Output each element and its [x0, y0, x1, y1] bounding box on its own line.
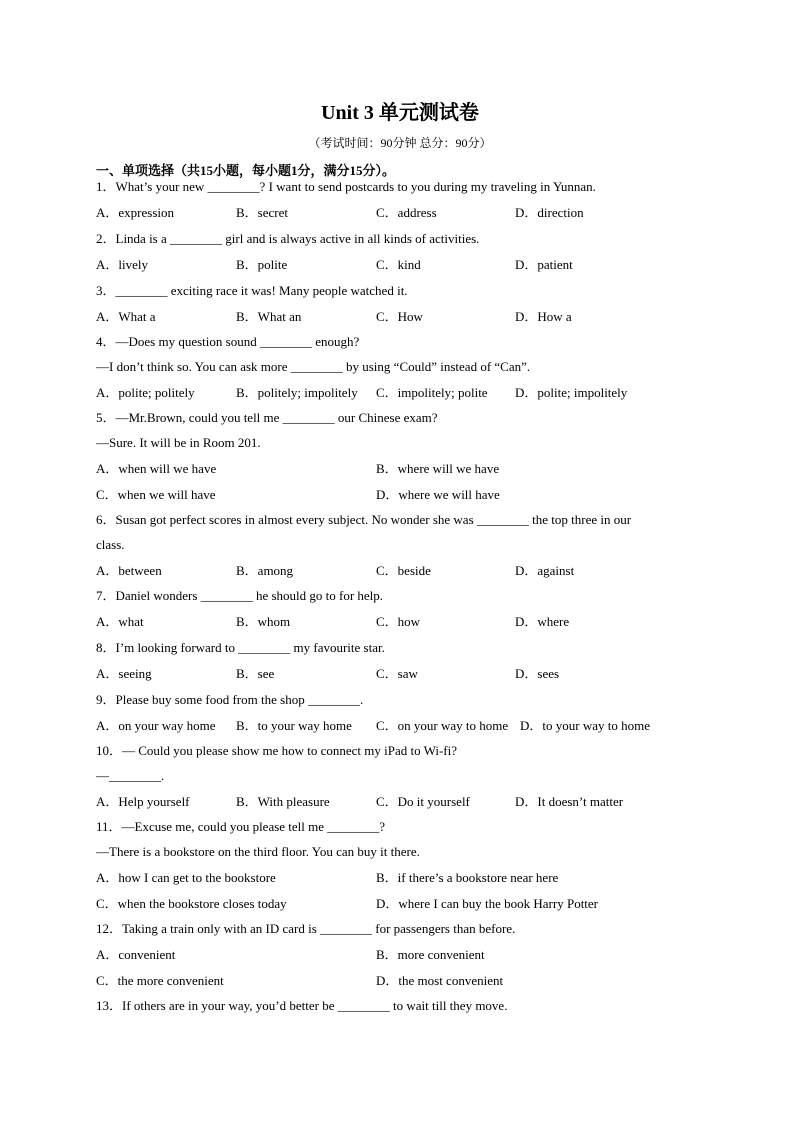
question-6-continued: class. [96, 537, 125, 552]
option-q11-d: D．where I can buy the book Harry Potter [376, 896, 599, 911]
option-q12-d: D．the most convenient [376, 973, 504, 988]
question-9: 9．Please buy some food from the shop ________. [96, 692, 364, 707]
section-heading: 一、单项选择（共15小题，每小题1分，满分15分）。 [96, 163, 396, 178]
option-q8-a: A．seeing [96, 666, 152, 681]
option-q8-b: B．see [236, 666, 275, 681]
question-10: 10．— Could you please show me how to connect my iPad to Wi-fi? [96, 743, 458, 758]
option-q9-b: B．to your way home [236, 718, 352, 733]
option-q10-a: A．Help yourself [96, 794, 190, 809]
option-q2-c: C．kind [376, 257, 421, 272]
option-q9-a: A．on your way home [96, 718, 216, 733]
question-1: 1．What’s your new ________? I want to send postcards to you during my traveling in Yunnan. [96, 179, 596, 194]
option-q11-b: B．if there’s a bookstore near here [376, 870, 559, 885]
option-q2-a: A．lively [96, 257, 148, 272]
option-q5-c: C．when we will have [96, 487, 216, 502]
question-3: 3．________ exciting race it was! Many people watched it. [96, 283, 408, 298]
option-q5-b: B．where will we have [376, 461, 500, 476]
question-4-response: —I don’t think so. You can ask more ________ by using “Could” instead of “Can”. [96, 359, 531, 374]
option-q11-c: C．when the bookstore closes today [96, 896, 287, 911]
option-q3-b: B．What an [236, 309, 302, 324]
option-q1-a: A．expression [96, 205, 174, 220]
option-q6-c: C．beside [376, 563, 431, 578]
question-11-response: —There is a bookstore on the third floor. You can buy it there. [96, 844, 420, 859]
option-q7-c: C．how [376, 614, 421, 629]
option-q12-b: B．more convenient [376, 947, 485, 962]
option-q8-d: D．sees [515, 666, 560, 681]
option-q10-c: C．Do it yourself [376, 794, 470, 809]
option-q4-a: A．polite; politely [96, 385, 195, 400]
option-q12-c: C．the more convenient [96, 973, 224, 988]
option-q10-d: D．It doesn’t matter [515, 794, 624, 809]
question-8: 8．I’m looking forward to ________ my favourite star. [96, 640, 385, 655]
option-q4-d: D．polite; impolitely [515, 385, 628, 400]
option-q1-c: C．address [376, 205, 437, 220]
option-q6-b: B．among [236, 563, 294, 578]
option-q11-a: A．how I can get to the bookstore [96, 870, 276, 885]
option-q7-a: A．what [96, 614, 144, 629]
option-q1-d: D．direction [515, 205, 584, 220]
question-6: 6．Susan got perfect scores in almost every subject. No wonder she was ________ the top three in our [96, 512, 632, 527]
question-7: 7．Daniel wonders ________ he should go to for help. [96, 588, 384, 603]
option-q1-b: B．secret [236, 205, 288, 220]
option-q2-b: B．polite [236, 257, 288, 272]
option-q5-a: A．when will we have [96, 461, 217, 476]
option-q3-a: A．What a [96, 309, 156, 324]
option-q10-b: B．With pleasure [236, 794, 330, 809]
option-q8-c: C．saw [376, 666, 418, 681]
question-10-response: —________. [96, 768, 165, 783]
option-q6-d: D．against [515, 563, 575, 578]
option-q2-d: D．patient [515, 257, 573, 272]
question-13: 13．If others are in your way, you’d better be ________ to wait till they move. [96, 998, 508, 1013]
question-5: 5．—Mr.Brown, could you tell me ________ our Chinese exam? [96, 410, 438, 425]
option-q12-a: A．convenient [96, 947, 176, 962]
option-q9-c: C．on your way to home [376, 718, 509, 733]
option-q7-d: D．where [515, 614, 570, 629]
question-11: 11．—Excuse me, could you please tell me ________? [96, 819, 386, 834]
page-title: Unit 3 单元测试卷 [321, 102, 479, 124]
option-q5-d: D．where we will have [376, 487, 500, 502]
question-4: 4．—Does my question sound ________ enough? [96, 334, 360, 349]
option-q3-d: D．How a [515, 309, 572, 324]
option-q7-b: B．whom [236, 614, 291, 629]
option-q4-c: C．impolitely; polite [376, 385, 488, 400]
question-5-response: —Sure. It will be in Room 201. [96, 435, 261, 450]
option-q9-d: D．to your way to home [520, 718, 650, 733]
option-q4-b: B．politely; impolitely [236, 385, 358, 400]
exam-info: （考试时间：90分钟 总分：90分） [308, 136, 492, 150]
option-q6-a: A．between [96, 563, 162, 578]
question-12: 12．Taking a train only with an ID card is ________ for passengers than before. [96, 921, 516, 936]
option-q3-c: C．How [376, 309, 423, 324]
question-2: 2．Linda is a ________ girl and is always active in all kinds of activities. [96, 231, 480, 246]
